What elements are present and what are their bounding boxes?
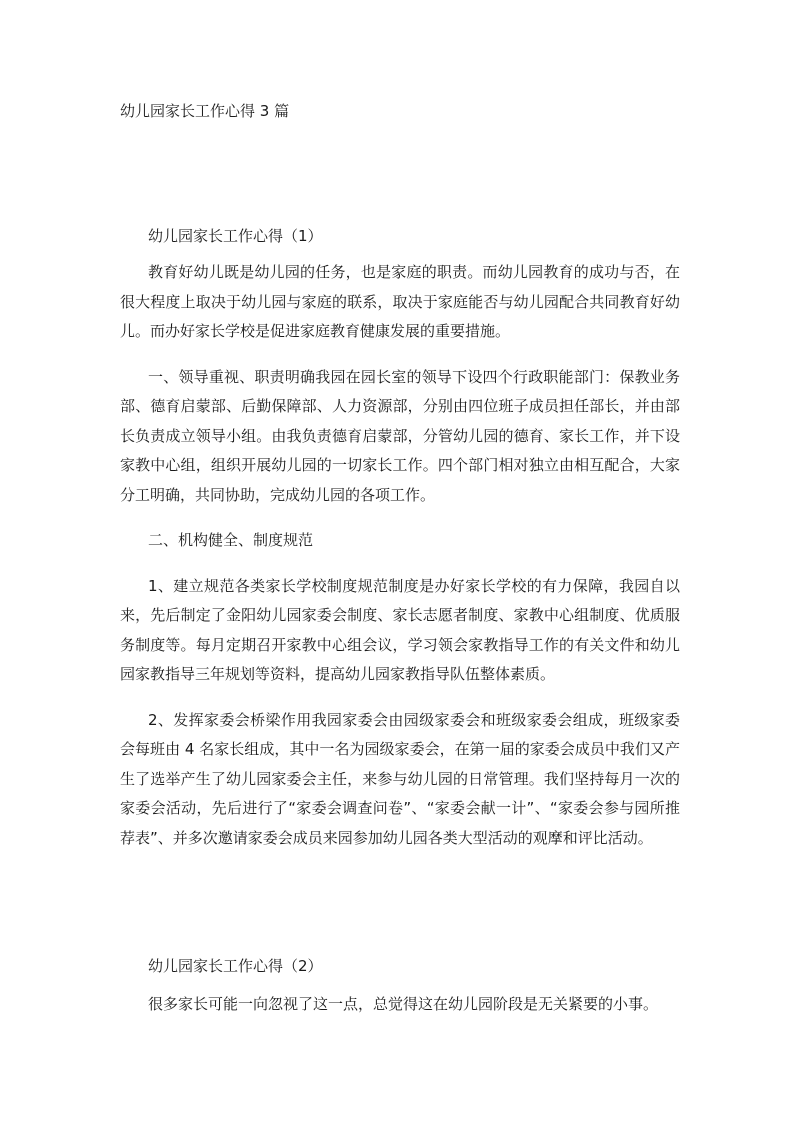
section-1 [120,226,680,869]
paragraph: 1、建立规范各类家长学校制度规范制度是办好家长学校的有力保障，我园自以来，先后制定了金阳幼儿园家委会制度、家长志愿者制度、家教中心组制度、优质服务制度等。每月定期召开家教中心组会议，学习领会家教指导工作的有关文件和幼儿园家教指导三年规划等资料，提高幼儿园家教指导队伍整体素质。 [120,576,680,683]
paragraph: 一、领导重视、职责明确我园在园长室的领导下设四个行政职能部门：保教业务部、德育启蒙部、后勤保障部、人力资源部，分别由四位班子成员担任部长，并由部长负责成立领导小组。由我负责德育启蒙部，分管幼儿园的德育、家长工作，并下设家教中心组，组织开展幼儿园的一切家长工作。四个部门相对独立由相互配合，大家分工明确，共同协助，完成幼儿园的各项工作。 [120,367,680,504]
subheading: 二、机构健全、制度规范 [148,531,314,549]
document-title: 幼儿园家长工作心得 3 篇 [120,102,290,120]
section-2 [120,956,680,1020]
section-heading: 幼儿园家长工作心得（2） [148,957,323,975]
paragraph: 2、发挥家委会桥梁作用我园家委会由园级家委会和班级家委会组成，班级家委会每班由 4 名家长组成，其中一名为园级家委会，在第一届的家委会成员中我们又产生了选举产生了幼儿园家委会主任，来参与幼儿园的日常管理。我们坚持每月一次的家委会活动，先后进行了“家委会调查问卷”、“家委会献一计”、“家委会参与园所推荐表”、并多次邀请家委会成员来园参加幼儿园各类大型活动的观摩和评比活动。 [120,710,680,847]
section-heading: 幼儿园家长工作心得（1） [148,227,323,245]
paragraph: 很多家长可能一向忽视了这一点，总觉得这在幼儿园阶段是无关紧要的小事。 [148,995,659,1013]
paragraph: 教育好幼儿既是幼儿园的任务，也是家庭的职责。而幼儿园教育的成功与否，在很大程度上取决于幼儿园与家庭的联系，取决于家庭能否与幼儿园配合共同教育好幼儿。而办好家长学校是促进家庭教育健康发展的重要措施。 [120,263,680,340]
